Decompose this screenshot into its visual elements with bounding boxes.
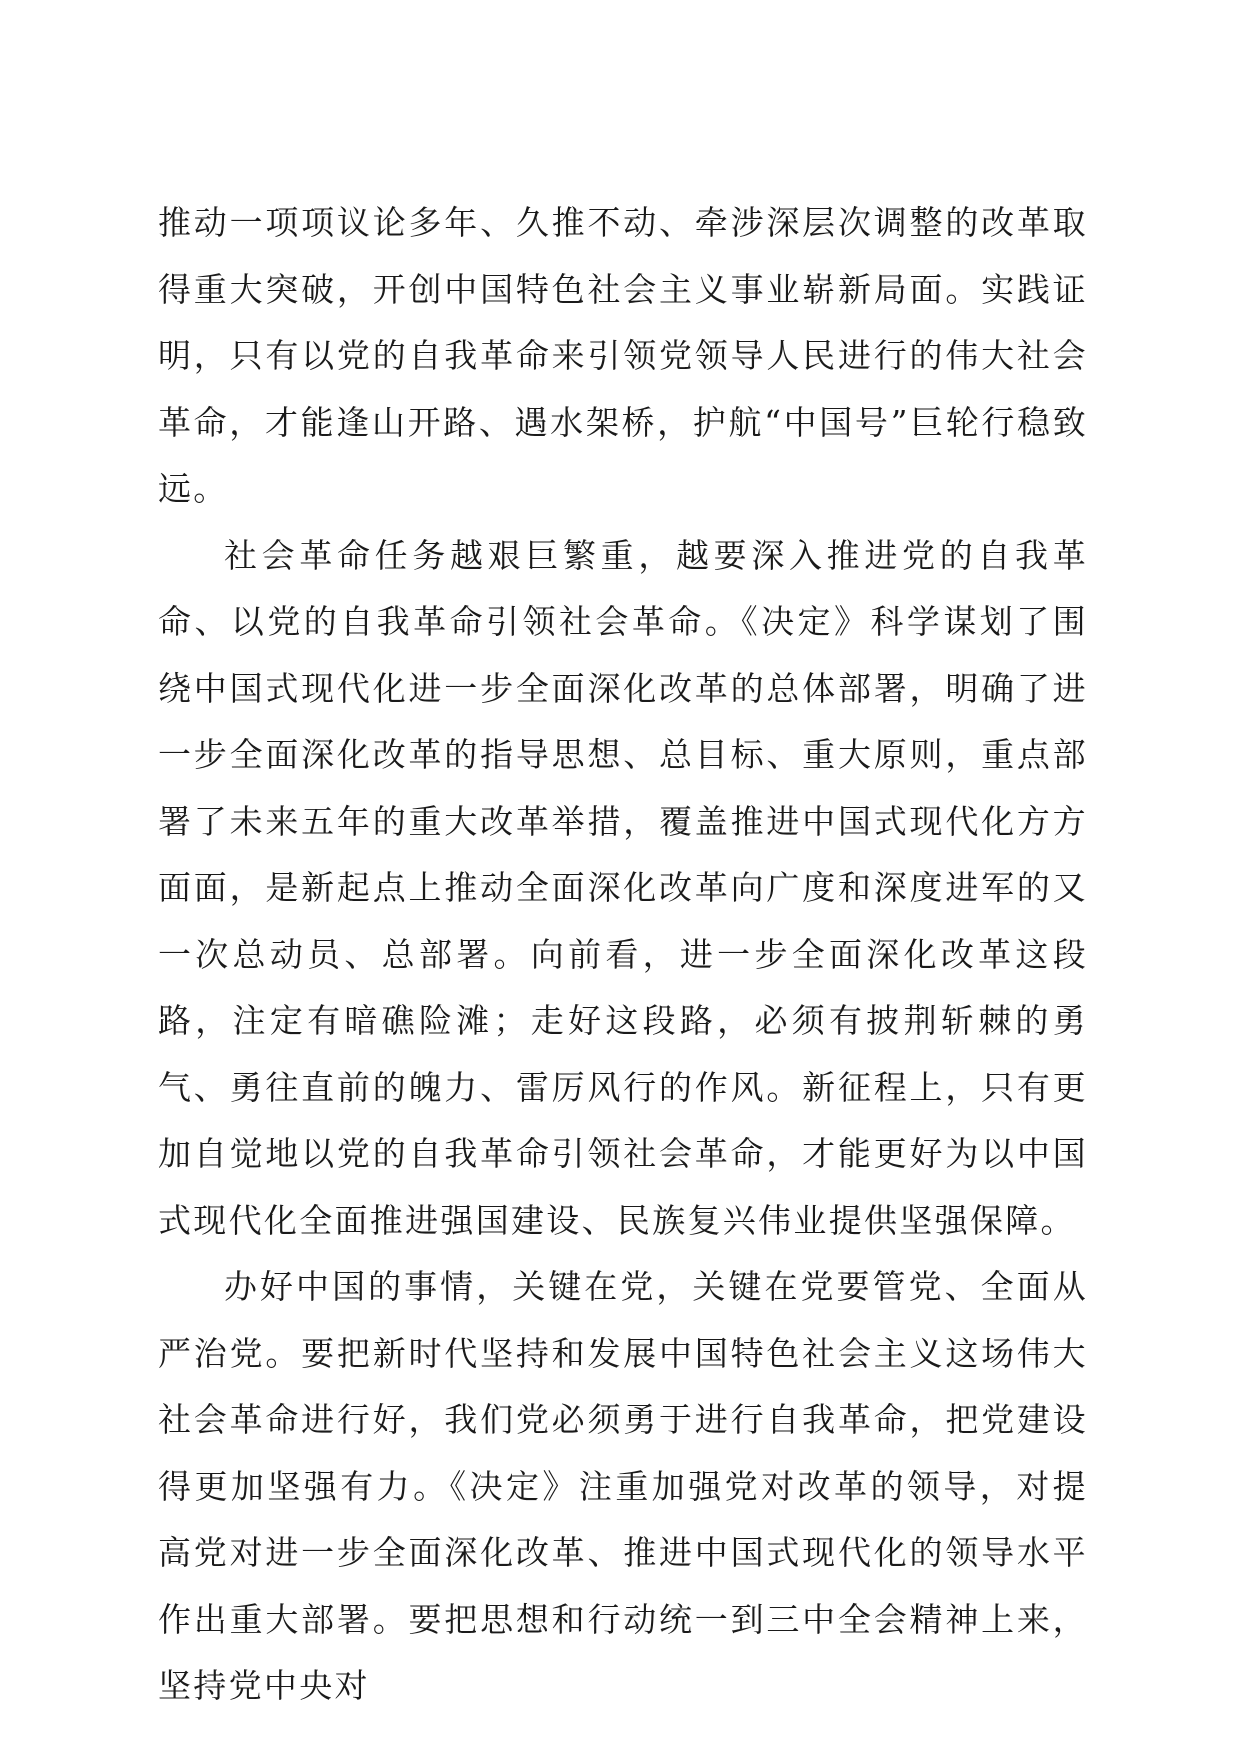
- paragraph-3: 办好中国的事情，关键在党，关键在党要管党、全面从严治党。要把新时代坚持和发展中国特色社会主义这场伟大社会革命进行好，我们党必须勇于进行自我革命，把党建设得更加坚强有力。《决定》注重加强党对改革的领导，对提高党对进一步全面深化改革、推进中国式现代化的领导水平作出重大部署。要把思想和行动统一到三中全会精神上来，坚持党中央对: [158, 1267, 1088, 1705]
- document-body: [158, 190, 1088, 1720]
- paragraph-2: 社会革命任务越艰巨繁重，越要深入推进党的自我革命、以党的自我革命引领社会革命。《决定》科学谋划了围绕中国式现代化进一步全面深化改革的总体部署，明确了进一步全面深化改革的指导思想、总目标、重大原则，重点部署了未来五年的重大改革举措，覆盖推进中国式现代化方方面面，是新起点上推动全面深化改革向广度和深度进军的又一次总动员、总部署。向前看，进一步全面深化改革这段路，注定有暗礁险滩；走好这段路，必须有披荆斩棘的勇气、勇往直前的魄力、雷厉风行的作风。新征程上，只有更加自觉地以党的自我革命引领社会革命，才能更好为以中国式现代化全面推进强国建设、民族复兴伟业提供坚强保障。: [158, 535, 1088, 1240]
- paragraph-1: 推动一项项议论多年、久推不动、牵涉深层次调整的改革取得重大突破，开创中国特色社会主义事业崭新局面。实践证明，只有以党的自我革命来引领党领导人民进行的伟大社会革命，才能逢山开路、遇水架桥，护航“中国号”巨轮行稳致远。: [158, 203, 1088, 508]
